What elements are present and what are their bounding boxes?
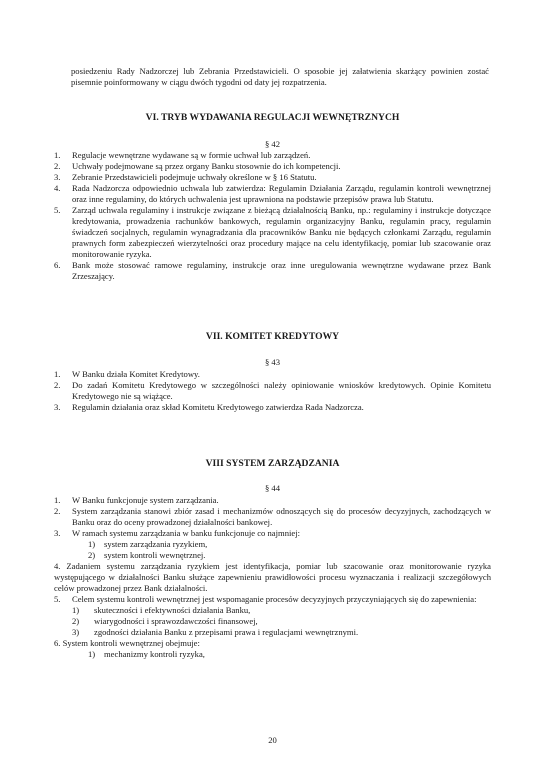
sub-list-item: 2) system kontroli wewnętrznej. xyxy=(88,550,206,560)
sub-list-item: 3) zgodności działania Banku z przepisami prawa i regulacjami wewnętrznymi. xyxy=(72,627,359,637)
list-item: 2. System zarządzania stanowi zbiór zasad i mechanizmów odnoszących się do procesów decyzyjnych, zachodzących w Banku oraz do oceny prowadzonej działalności bankowej. xyxy=(54,506,491,527)
list-item: 1. W Banku działa Komitet Kredytowy. xyxy=(54,369,200,379)
section-44-heading: § 44 xyxy=(264,483,281,493)
intro-paragraph: posiedzeniu Rady Nadzorczej lub Zebrania Przedstawicieli. O sposobie jej załatwienia skarżący powinien zostać pisemnie poinformowany w ciągu dwóch tygodni od daty jej rozpatrzenia. xyxy=(71,66,489,87)
sub-list-item: 1) skuteczności i efektywności działania Banku, xyxy=(72,605,251,615)
list-item: 1. Regulacje wewnętrzne wydawane są w formie uchwał lub zarządzeń. xyxy=(54,150,311,160)
list-item: 2. Do zadań Komitetu Kredytowego w szczególności należy opiniowanie wniosków kredytowych. Opinie Komitetu Kredytowego nie są wiążące. xyxy=(54,380,491,401)
list-item: 6. System kontroli wewnętrznej obejmuje: xyxy=(54,638,200,648)
sub-list-item: 1) system zarządzania ryzykiem, xyxy=(88,539,208,549)
list-item: 3. Regulamin działania oraz skład Komitetu Kredytowego zatwierdza Rada Nadzorcza. xyxy=(54,402,364,412)
list-item: 2. Uchwały podejmowane są przez organy Banku stosownie do ich kompetencji. xyxy=(54,161,341,171)
page-number: 20 xyxy=(268,735,277,745)
section-44-list xyxy=(54,495,491,660)
list-item: 1. W Banku funkcjonuje system zarządzania. xyxy=(54,495,219,505)
section-42-heading: § 42 xyxy=(264,139,281,149)
list-item: 3. W ramach systemu zarządzania w banku funkcjonuje co najmniej: xyxy=(54,528,300,538)
list-item: 5. Zarząd uchwala regulaminy i instrukcje związane z bieżącą działalnością Banku, np.: regulaminy i instrukcje dotyczące kredytowania, prowadzenia rachunków bankowych, regulamin organizacyjny Banku, regulamin pracy, regulamin świadczeń socjalnych, regulamin wynagradzania dla pracowników Banku nie będących członkami Zarządu, regulamin prawnych form zabezpieczeń wierzytelności oraz procedury mające na celu identyfikację, pomiar lub szacowanie oraz monitorowanie ryzyka. xyxy=(54,205,491,259)
list-item: 4. Zadaniem systemu zarządzania ryzykiem jest identyfikacja, pomiar lub szacowanie oraz monitorowanie ryzyka występującego w działalności Banku służące zapewnieniu prawidłowości procesu wyznaczania i realizacji szczegółowych celów prowadzonej przez Bank działalności. xyxy=(54,561,491,593)
section-42-list xyxy=(54,150,491,282)
section-43-heading: § 43 xyxy=(264,357,281,367)
section-43-list xyxy=(54,369,491,413)
list-item: 5. Celem systemu kontroli wewnętrznej jest wspomaganie procesów decyzyjnych przyczyniających się do zapewnienia: xyxy=(54,594,477,604)
sub-list-item: 1) mechanizmy kontroli ryzyka, xyxy=(88,649,205,659)
list-item: 6. Bank może stosować ramowe regulaminy, instrukcje oraz inne uregulowania wewnętrzne wydawane przez Bank Zrzeszający. xyxy=(54,260,491,281)
sub-list-item: 2) wiarygodności i sprawozdawczości finansowej, xyxy=(72,616,258,626)
chapter-7-title: VII. KOMITET KREDYTOWY xyxy=(205,331,340,342)
list-item: 4. Rada Nadzorcza odpowiednio uchwala lub zatwierdza: Regulamin Działania Zarządu, regulamin kontroli wewnętrznej oraz inne regulaminy, do których uchwalenia jest uprawniona na podstawie przepisów prawa lub Statutu. xyxy=(54,183,491,204)
chapter-8-title: VIII SYSTEM ZARZĄDZANIA xyxy=(205,458,340,469)
chapter-6-title: VI. TRYB WYDAWANIA REGULACJI WEWNĘTRZNYCH xyxy=(145,112,400,123)
list-item: 3. Zebranie Przedstawicieli podejmuje uchwały określone w § 16 Statutu. xyxy=(54,172,317,182)
